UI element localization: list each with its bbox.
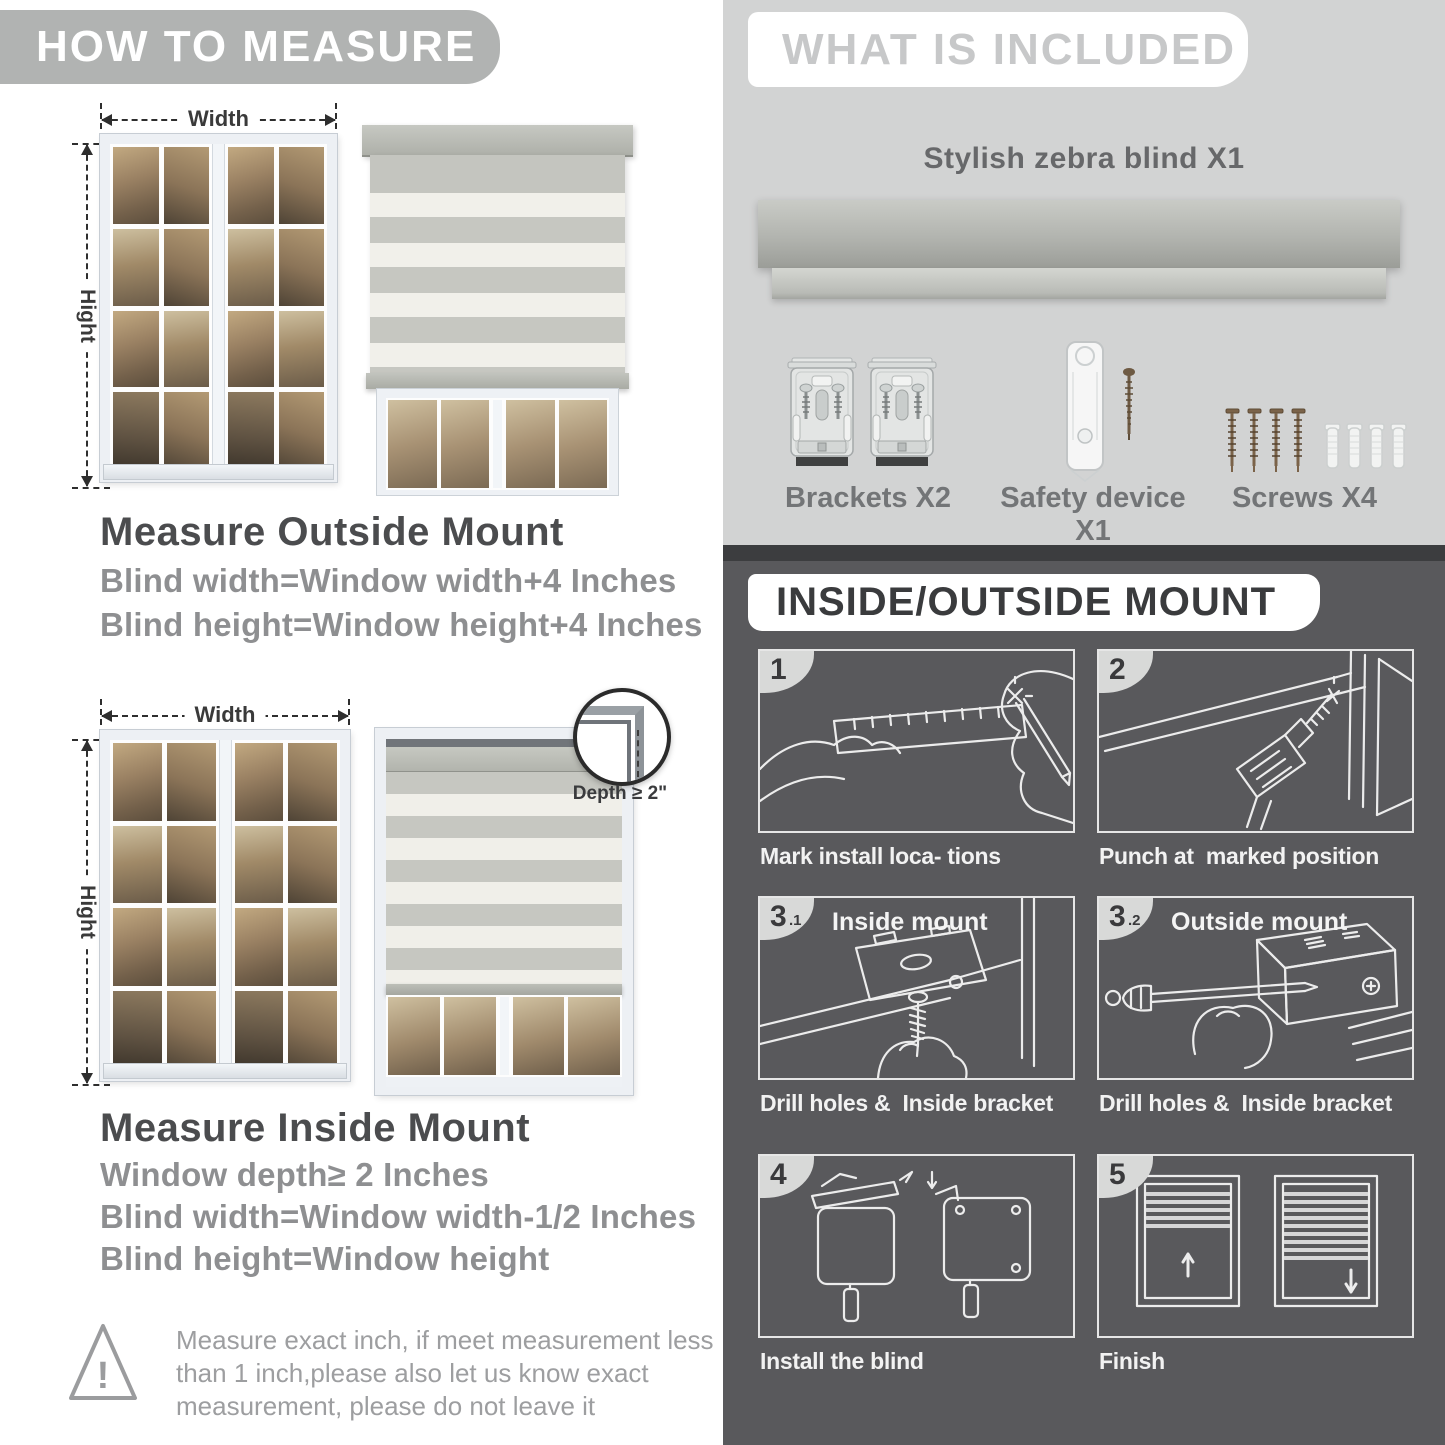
window-photo-outside: [100, 134, 337, 482]
arrow-head-left-icon: [101, 710, 112, 722]
window-sash-left: [110, 740, 219, 1071]
brackets-label: Brackets X2: [784, 482, 952, 514]
screws-label: Screws X4: [1231, 482, 1378, 514]
warning-line-3: measurement, please do not leave it: [176, 1391, 596, 1421]
depth-note: Depth ≥ 2": [572, 783, 668, 804]
step-panel-5: [1097, 1154, 1414, 1338]
arrow-head-right-icon: [338, 710, 349, 722]
height-arrow-2: [76, 741, 99, 1083]
step-panel-2: [1097, 649, 1414, 833]
mounting-bracket-icon: [786, 357, 858, 471]
arrow-head-up-icon: [81, 144, 93, 155]
window-photo-inside: [100, 730, 350, 1081]
arrow-head-right-icon: [325, 114, 336, 126]
window-panes-under-blind: [386, 995, 622, 1077]
height-label-2: Hight: [75, 875, 99, 949]
step-panel-3-1: [758, 896, 1075, 1080]
product-name: Stylish zebra blind X1: [923, 142, 1245, 175]
step-number-badge: 3 .1: [758, 896, 814, 940]
how-to-measure-header: [0, 10, 500, 84]
window-sash-right: [232, 740, 341, 1071]
height-tick-bottom: [72, 487, 110, 489]
step-caption-4: Install the blind: [760, 1348, 924, 1374]
step-number-badge: 2: [1097, 649, 1153, 693]
step-caption-3-2: Drill holes & Inside bracket: [1099, 1090, 1392, 1116]
blind-headrail-lip: [772, 268, 1386, 299]
width-label: Width: [178, 106, 259, 132]
zebra-blind-outside: [370, 155, 625, 373]
inside-mount-line-1: Window depth≥ 2 Inches: [100, 1156, 489, 1193]
step-number-badge: 1: [758, 649, 814, 693]
arrow-head-left-icon: [101, 114, 112, 126]
width-label-2: Width: [185, 702, 266, 728]
safety-device-label: Safety device X1: [1000, 482, 1186, 547]
arrow-head-down-icon: [81, 1073, 93, 1084]
screws-and-anchors-icon: [1222, 408, 1407, 476]
outside-mount-heading: Measure Outside Mount: [100, 510, 564, 554]
outside-mount-line-2: Blind height=Window height+4 Inches: [100, 606, 703, 643]
window-sill: [103, 1063, 347, 1079]
warning-glyph: !: [96, 1355, 110, 1397]
blind-bottom-rail-inside: [386, 984, 622, 995]
height-arrow: [76, 145, 99, 486]
inside-mount-line-2: Blind width=Window width-1/2 Inches: [100, 1198, 697, 1235]
inside-mount-line-3: Blind height=Window height: [100, 1240, 550, 1277]
window-mullion: [219, 740, 232, 1071]
step-number-badge: 3 .2: [1097, 896, 1153, 940]
blind-bottom-rail: [366, 373, 629, 389]
window-under-blind: [377, 389, 618, 495]
window-sill: [103, 464, 334, 480]
step-title: Inside mount: [832, 908, 988, 936]
blind-headrail-image: [758, 200, 1400, 268]
mounting-bracket-icon: [866, 357, 938, 471]
step-caption-1: Mark install loca- tions: [760, 843, 1001, 869]
step-panel-1: [758, 649, 1075, 833]
height-label: Hight: [75, 279, 99, 353]
safety-device-icon: [1055, 340, 1150, 485]
outside-mount-line-1: Blind width=Window width+4 Inches: [100, 562, 677, 599]
what-is-included-header: [748, 12, 1248, 87]
how-to-measure-title: HOW TO MEASURE: [36, 22, 477, 71]
depth-magnifier: [573, 688, 671, 786]
warning-triangle-icon: [66, 1318, 140, 1406]
warning-line-2: than 1 inch,please also let us know exact: [176, 1358, 649, 1388]
width-arrow-2: [102, 702, 348, 727]
step-caption-3-1: Drill holes & Inside bracket: [760, 1090, 1053, 1116]
step-caption-5: Finish: [1099, 1348, 1165, 1374]
arrow-head-up-icon: [81, 740, 93, 751]
mount-header: [748, 574, 1320, 631]
step-number-badge: 5: [1097, 1154, 1153, 1198]
step-panel-4: [758, 1154, 1075, 1338]
width-arrow: [102, 106, 335, 131]
window-mullion: [212, 144, 225, 472]
step-caption-2: Punch at marked position: [1099, 843, 1380, 869]
window-sash-left: [110, 144, 212, 472]
window-sash-right: [225, 144, 327, 472]
step-number-badge: 4: [758, 1154, 814, 1198]
step-title: Outside mount: [1171, 908, 1348, 936]
depth-dashed-line: [637, 730, 639, 777]
window-base: [386, 1077, 622, 1087]
what-is-included-title: WHAT IS INCLUDED: [782, 25, 1237, 74]
height-tick-bottom-2: [72, 1084, 110, 1086]
mount-title: INSIDE/OUTSIDE MOUNT: [776, 580, 1277, 624]
blind-valance: [362, 125, 633, 157]
inside-mount-heading: Measure Inside Mount: [100, 1106, 531, 1150]
step-panel-3-2: [1097, 896, 1414, 1080]
arrow-head-down-icon: [81, 476, 93, 487]
warning-line-1: Measure exact inch, if meet measurement less: [176, 1325, 714, 1355]
